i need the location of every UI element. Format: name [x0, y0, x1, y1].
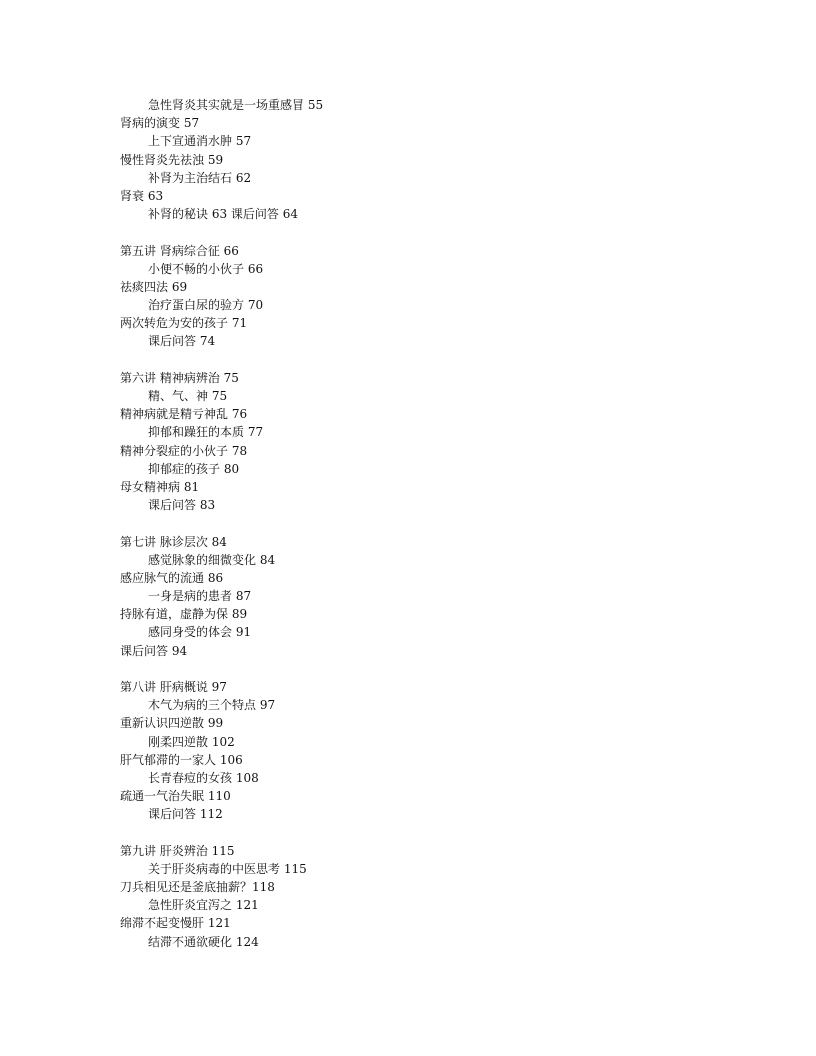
- toc-subentry: 急性肾炎其实就是一场重感冒 55: [148, 98, 324, 112]
- toc-subentry: 长青春痘的女孩 108: [148, 770, 259, 785]
- toc-entry: 持脉有道，虚静为保 89: [120, 607, 248, 622]
- toc-entry: 两次转危为安的孩子 71: [120, 316, 248, 331]
- toc-entry: 第九讲 肝炎辨治 115: [120, 843, 235, 858]
- toc-entry: 慢性肾炎先祛浊 59: [120, 152, 224, 167]
- section-spacer: [120, 824, 760, 842]
- toc-subentry: 关于肝炎病毒的中医思考 115: [148, 861, 307, 876]
- toc-entry: 绵滞不起变慢肝 121: [120, 916, 231, 931]
- toc-entry: 肾衰 63: [120, 188, 164, 203]
- section-spacer: [120, 660, 760, 678]
- toc-subentry: 抑郁症的孩子 80: [148, 461, 240, 476]
- toc-subentry: 课后问答 83: [148, 498, 216, 513]
- toc-subentry: 课后问答 112: [148, 807, 223, 822]
- toc-entry: 第八讲 肝病概说 97: [120, 680, 227, 694]
- toc-subentry: 精、气、神 75: [148, 389, 228, 403]
- toc-entry: 精神分裂症的小伙子 78: [120, 443, 248, 458]
- table-of-contents: [120, 96, 760, 951]
- section-spacer: [120, 514, 760, 532]
- toc-subentry: 急性肝炎宜泻之 121: [148, 898, 259, 913]
- toc-subentry: 感同身受的体会 91: [148, 625, 252, 640]
- toc-subentry: 结滞不通欲硬化 124: [148, 934, 259, 949]
- toc-subentry: 刚柔四逆散 102: [148, 734, 235, 749]
- toc-subentry: 一身是病的患者 87: [148, 589, 252, 604]
- toc-subentry: 感觉脉象的细微变化 84: [148, 552, 276, 567]
- toc-entry: 第六讲 精神病辨治 75: [120, 370, 239, 385]
- toc-entry: 课后问答 94: [120, 643, 188, 658]
- toc-subentry: 抑郁和躁狂的本质 77: [148, 425, 264, 440]
- toc-subentry: 补肾的秘诀 63 课后问答 64: [148, 207, 298, 222]
- toc-entry: 感应脉气的流通 86: [120, 570, 224, 585]
- toc-subentry: 补肾为主治结石 62: [148, 170, 252, 185]
- toc-entry: 刀兵相见还是釜底抽薪？118: [120, 880, 275, 895]
- toc-subentry: 小便不畅的小伙子 66: [148, 261, 264, 276]
- toc-entry: 肝气郁滞的一家人 106: [120, 752, 243, 767]
- toc-entry: 精神病就是精亏神乱 76: [120, 407, 248, 422]
- toc-entry: 第五讲 肾病综合征 66: [120, 243, 239, 258]
- toc-entry: 重新认识四逆散 99: [120, 716, 224, 731]
- toc-entry: 祛痰四法 69: [120, 279, 188, 294]
- toc-subentry: 治疗蛋白尿的验方 70: [148, 298, 264, 313]
- toc-subentry: 上下宣通消水肿 57: [148, 134, 252, 149]
- toc-subentry: 木气为病的三个特点 97: [148, 698, 276, 713]
- toc-entry: 疏通一气治失眠 110: [120, 789, 231, 804]
- toc-entry: 肾病的演变 57: [120, 116, 200, 131]
- section-spacer: [120, 351, 760, 369]
- toc-subentry: 课后问答 74: [148, 334, 216, 349]
- toc-entry: 第七讲 脉诊层次 84: [120, 534, 227, 549]
- section-spacer: [120, 223, 760, 241]
- toc-entry: 母女精神病 81: [120, 479, 200, 494]
